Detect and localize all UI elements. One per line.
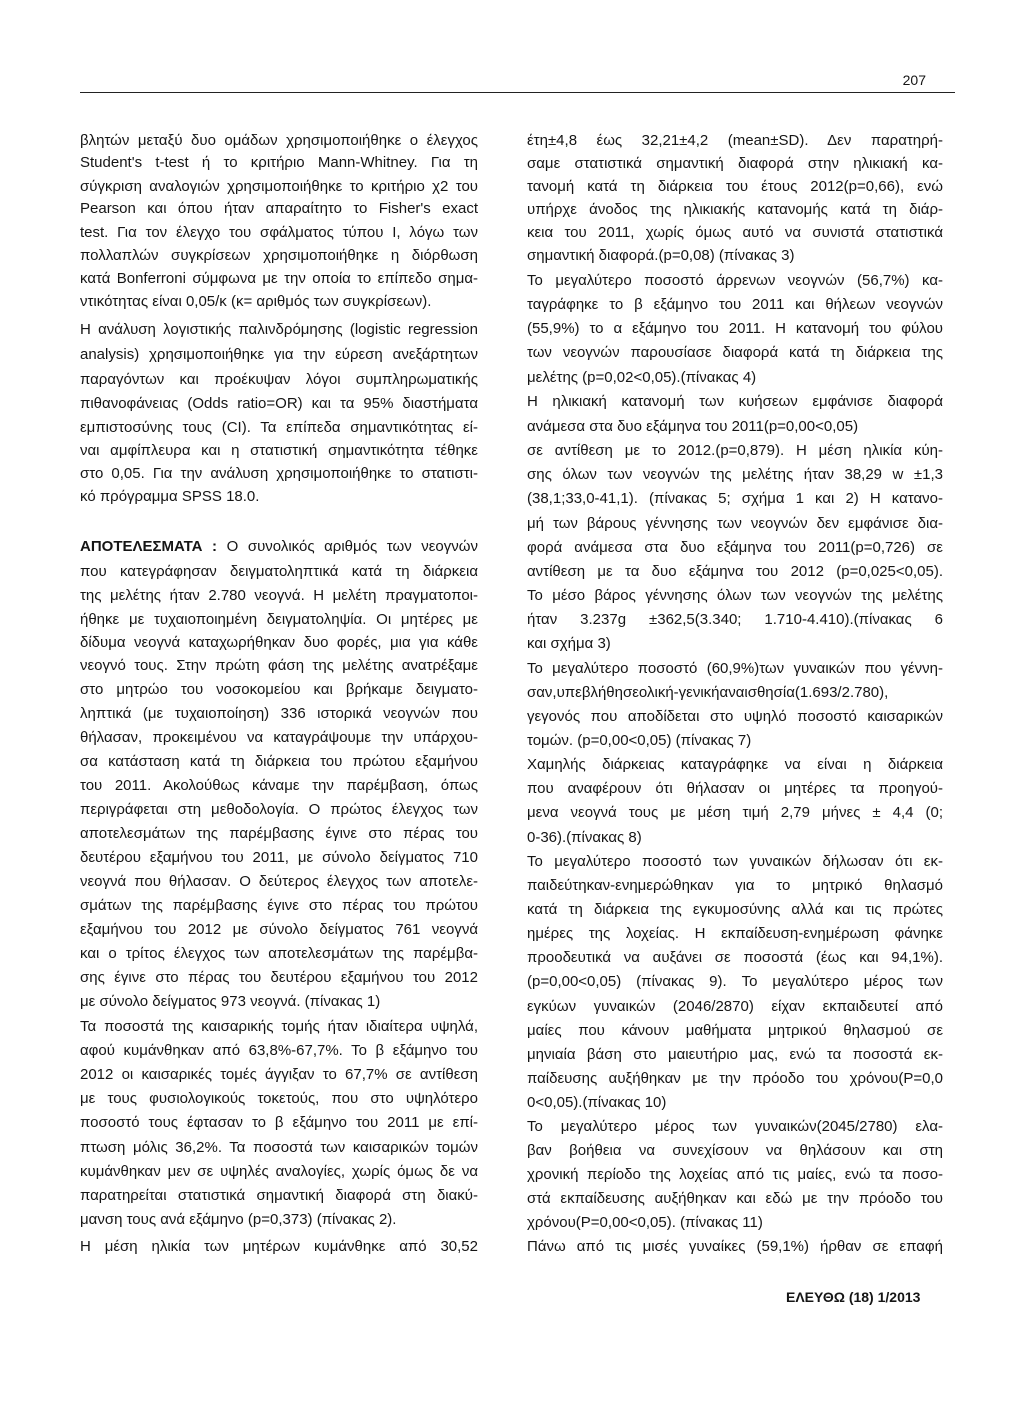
text-line: μενα νεογνά τους με μέση τιμή 2,79 μήνες ± 4,4 (0; [527, 804, 943, 821]
text-line: δευτέρου εξαμήνου του 2011, με σύνολο δείγματος 710 [80, 849, 478, 866]
text-line: νεογνά που θήλασαν. Ο δεύτερος έλεγχος των αποτελε- [80, 873, 478, 890]
text-line: Pearson και όπου ήταν απαραίτητο το Fisher's exact [80, 200, 478, 217]
text-line: στο 0,05. Για την ανάλυση χρησιμοποιήθηκε το στατιστι- [80, 465, 478, 482]
text-line: μελέτης (p=0,02<0,05).(πίνακας 4) [527, 369, 757, 386]
text-line: θήλασαν, προκειμένου να καταγράψουμε την υπάρχου- [80, 729, 478, 746]
text-line: που αναφέρουν ότι θήλασαν οι μητέρες τα προηγού- [527, 780, 943, 797]
text-line: σύγκριση αναλογιών χρησιμοποιήθηκε το κριτήριο χ2 του [80, 178, 478, 195]
text-line: πιθανοφάνειας (Odds ratio=OR) και τα 95% διαστήματα [80, 395, 478, 412]
text-line: τανομή κατά τη διάρκεια του έτους 2012(p=0,66), ενώ [527, 178, 943, 195]
text-line: κατά τη διάρκεια της εγκυμοσύνης αλλά και τις πρώτες [527, 901, 943, 918]
text-line: βαν βοήθεια να συνεχίσουν να θηλάσουν και στη [527, 1142, 943, 1159]
text-line: τομών. (p=0,00<0,05) (πίνακας 7) [527, 732, 752, 749]
text-line: παιδεύτηκαν-ενημερώθηκαν για το μητρικό θηλασμό [527, 877, 943, 894]
text-line: σμάτων της παρέμβασης έγινε στο πέρας του πρώτου [80, 897, 478, 914]
text-line: ήταν 3.237g ±362,5(3.340; 1.710-4.410).(πίνακας 6 [527, 611, 943, 628]
text-line: ντικότητας είναι 0,05/κ (κ= αριθμός των συγκρίσεων). [80, 293, 432, 310]
text-line: (p=0,00<0,05) (πίνακας 9). Το μεγαλύτερο μέρος των [527, 973, 943, 990]
text-line: σαμε στατιστικά σημαντική διαφορά στην ηλικιακή κα- [527, 155, 943, 172]
text-line: δίδυμα νεογνά καταχωρήθηκαν δυο φορές, μια για κάθε [80, 634, 478, 651]
text-line: βλητών μεταξύ δυο ομάδων χρησιμοποιήθηκε ο έλεγχος [80, 132, 478, 149]
text-line: αποτελεσμάτων της παρέμβασης έγινε στο πέρας του [80, 825, 478, 842]
text-line: κεια του 2011, χωρίς όμως αυτό να συνιστά στατιστικά [527, 224, 943, 241]
text-line: παραγόντων και προέκυψαν λόγοι συμπληρωματικής [80, 371, 478, 388]
text-line: κό πρόγραμμα SPSS 18.0. [80, 488, 260, 505]
text-line: Τα ποσοστά της καισαρικής τομής ήταν ιδιαίτερα υψηλά, [80, 1018, 478, 1035]
page-number: 207 [902, 72, 926, 88]
text-line: σε αντίθεση με το 2012.(p=0,879). Η μέση ηλικία κύη- [527, 442, 943, 459]
text-line: ληπτικά (με τυχαιοποίηση) 336 ιστορικά νεογνών που [80, 705, 478, 722]
text-line: σης όλων των νεογνών της μελέτης ήταν 38,29 w ±1,3 [527, 466, 943, 483]
text-line: και ο τρίτος έλεγχος των αποτελεσμάτων της παρέμβα- [80, 945, 478, 962]
text-line: μή των βάρους γέννησης των νεογνών δεν εμφάνισε δια- [527, 515, 943, 532]
right-column [527, 0, 943, 1427]
text-line: με τους φυσιολογικούς τοκετούς, που στο υψηλότερο [80, 1090, 478, 1107]
text-line: έτη±4,8 έως 32,21±4,2 (mean±SD). Δεν παρατηρή- [527, 132, 943, 149]
text-line: Το μέσο βάρος γέννησης όλων των νεογνών της μελέτης [527, 587, 943, 604]
results-heading: ΑΠΟΤΕΛΕΣΜΑΤΑ : [80, 538, 218, 555]
text-line: προοδευτικά να αυξάνει σε ποσοστά (έως και 94,1%). [527, 949, 943, 966]
text-line: 0-36).(πίνακας 8) [527, 829, 642, 846]
text-line: παίδευσης αυξήθηκαν με την πρόοδο του χρόνου(P=0,0 [527, 1070, 943, 1087]
text-line: Η ανάλυση λογιστικής παλινδρόμησης (logistic regression [80, 321, 478, 338]
left-column [80, 0, 478, 1427]
text-line: Η μέση ηλικία των μητέρων κυμάνθηκε από 30,52 [80, 1238, 478, 1255]
text-line: στά εκπαίδευσης αυξήθηκαν και εδώ με την πρόοδο του [527, 1190, 943, 1207]
text-line: εγκύων γυναικών (2046/2870) είχαν εκπαιδευτεί από [527, 998, 943, 1015]
text-line: ημέρες της λοχείας. Η εκπαίδευση-ενημέρωση φάνηκε [527, 925, 943, 942]
text-line: και σχήμα 3) [527, 635, 611, 652]
journal-name: ΕΛΕΥΘΩ (18) [786, 1289, 874, 1305]
text-line: του 2011. Ακολούθως κάναμε την παρέμβαση, όπως [80, 777, 478, 794]
journal-footer [786, 1287, 920, 1307]
text-line: 0<0,05).(πίνακας 10) [527, 1094, 667, 1111]
journal-issue: 1/2013 [877, 1289, 921, 1305]
text-line: της μελέτης ήταν 2.780 νεογνά. Η μελέτη πραγματοποι- [80, 587, 478, 604]
text-line: εξαμήνου του 2012 με σύνολο δείγματος 761 νεογνά [80, 921, 478, 938]
text-line: Το μεγαλύτερο ποσοστό άρρενων νεογνών (56,7%) κα- [527, 272, 943, 289]
text-line: ήθηκε με τυχαιοποιημένη δειγματοληψία. Οι μητέρες με [80, 611, 478, 628]
text-line: Το μεγαλύτερο ποσοστό των γυναικών δήλωσαν ότι εκ- [527, 853, 943, 870]
text-line: (38,1;33,0-41,1). (πίνακας 5; σχήμα 1 και 2) Η κατανο- [527, 490, 943, 507]
text-line: (55,9%) το α εξάμηνο του 2011. Η κατανομή του φύλου [527, 320, 943, 337]
text-line: test. Για τον έλεγχο του σφάλματος τύπου I, λόγω των [80, 224, 478, 241]
text-line: μανση τους ανά εξάμηνο (p=0,373) (πίνακας 2). [80, 1211, 397, 1228]
text-line: 2012 οι καισαρικές τομές άγγιξαν το 67,7% σε αντίθεση [80, 1066, 478, 1083]
text-line: σημαντική διαφορά.(p=0,08) (πίνακας 3) [527, 247, 795, 264]
text-line: πολλαπλών συγκρίσεων χρησιμοποιήθηκε η διόρθωση [80, 247, 478, 264]
text-line: αφού κυμάνθηκαν από 63,8%-67,7%. Το β εξάμηνο του [80, 1042, 478, 1059]
text-line: Το μεγαλύτερο ποσοστό (60,9%)των γυναικών που γέννη- [527, 660, 943, 677]
results-heading-line [80, 537, 478, 557]
text-line: μηνιαία βάση στο μαιευτήριο μας, ενώ τα ποσοστά εκ- [527, 1046, 943, 1063]
text-line: ταγράφηκε το β εξάμηνο του 2011 και θήλεων νεογνών [527, 296, 943, 313]
text-line: Student's t-test ή το κριτήριο Mann-Whitney. Για τη [80, 154, 478, 171]
text-line: νεογνό τους. Στην πρώτη φάση της μελέτης ανατρέξαμε [80, 657, 478, 674]
text-line: φορά ανάμεσα στα δυο εξάμηνα του 2011(p=0,726) σε [527, 539, 943, 556]
text-line: ποσοστό τους έφτασαν το β εξάμηνο του 2011 με επί- [80, 1114, 478, 1131]
text-line: περιγράφεται στη μεθοδολογία. Ο πρώτος έλεγχος των [80, 801, 478, 818]
text-line: analysis) χρησιμοποιήθηκε για την εύρεση ανεξάρτητων [80, 346, 478, 363]
text-line: υπήρχε άνοδος της ηλικιακής κατανομής κατά τη διάρ- [527, 201, 943, 218]
text-line: ανάμεσα στα δυο εξάμηνα του 2011(p=0,00<0,05) [527, 418, 859, 435]
text-line: Πάνω από τις μισές γυναίκες (59,1%) ήρθαν σε επαφή [527, 1238, 943, 1255]
text-line: των νεογνών παρουσίασε διαφορά κατά τη διάρκεια της [527, 344, 943, 361]
text-line: πτωση μόλις 36,2%. Τα ποσοστά των καισαρικών τομών [80, 1139, 478, 1156]
text-line: σαν,υπεβλήθησεολική-γενικήαναισθησία(1.693/2.780), [527, 684, 889, 701]
results-intro-text: Ο συνολικός αριθμός των νεογνών [226, 538, 478, 555]
text-line: χρόνου(P=0,00<0,05). (πίνακας 11) [527, 1214, 763, 1231]
text-line: αντίθεση με τα δυο εξάμηνα του 2012 (p=0,025<0,05). [527, 563, 943, 580]
text-line: Η ηλικιακή κατανομή των κυήσεων εμφάνισε διαφορά [527, 393, 943, 410]
text-line: χρονική περίοδο της λοχείας από τις μαίες, ενώ τα ποσο- [527, 1166, 943, 1183]
text-line: Χαμηλής διάρκειας καταγράφηκε να είναι η διάρκεια [527, 756, 943, 773]
text-line: γεγονός που αποδίδεται στο υψηλό ποσοστό καισαρικών [527, 708, 943, 725]
text-line: μαίες που κάνουν μαθήματα μητρικού θηλασμού σε [527, 1022, 943, 1039]
text-line: με σύνολο δείγματος 973 νεογνά. (πίνακας 1) [80, 993, 381, 1010]
text-line: που κατεγράφησαν δειγματοληπτικά κατά τη διάρκεια [80, 563, 478, 580]
text-line: κυμάνθηκαν μεν σε υψηλές αναλογίες, χωρίς όμως δε να [80, 1163, 478, 1180]
text-line: ναι αμφίπλευρα και η στατιστική σημαντικότητα τέθηκε [80, 442, 478, 459]
text-line: σης έγινε στο πέρας του δευτέρου εξαμήνου του 2012 [80, 969, 478, 986]
text-line: στο μητρώο του νοσοκομείου και βρήκαμε δειγματο- [80, 681, 478, 698]
text-line: παρατηρείται στατιστικά σημαντική διαφορά στη διακύ- [80, 1187, 478, 1204]
text-line: σα κατάσταση κατά τη διάρκεια του πρώτου εξαμήνου [80, 753, 478, 770]
text-line: Το μεγαλύτερο μέρος των γυναικών(2045/2780) ελα- [527, 1118, 943, 1135]
text-line: εμπιστοσύνης τους (CI). Τα επίπεδα σημαντικότητας εί- [80, 419, 478, 436]
text-line: κατά Bonferroni σύμφωνα με την οποία το επίπεδο σημα- [80, 270, 478, 287]
